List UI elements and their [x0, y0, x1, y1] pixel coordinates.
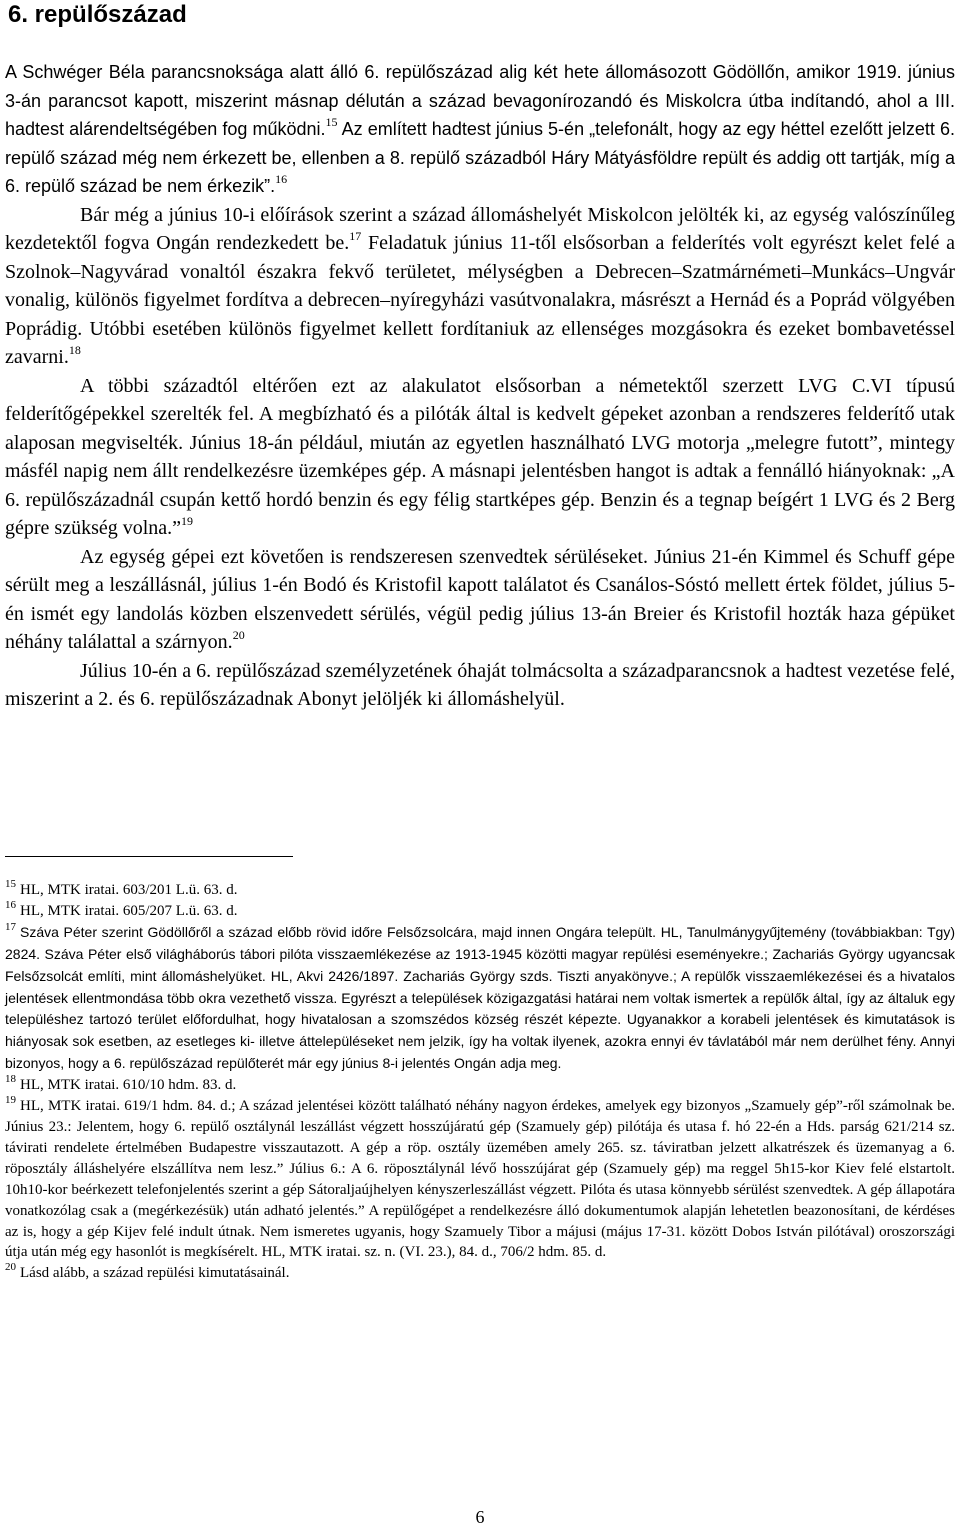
footnote-ref-15[interactable]: 15	[325, 115, 338, 129]
footnote-19	[5, 1096, 955, 1263]
paragraph-1	[5, 58, 955, 201]
footnote-text: HL, MTK iratai. 610/10 hdm. 83. d.	[20, 1077, 237, 1094]
footnote-ref-20[interactable]: 20	[232, 628, 245, 642]
footnote-ref-18[interactable]: 18	[68, 343, 81, 357]
body-text	[5, 58, 955, 714]
footnote-text: HL, MTK iratai. 605/207 L.ü. 63. d.	[20, 902, 238, 919]
footnote-ref-16[interactable]: 16	[275, 172, 288, 186]
footnote-text: HL, MTK iratai. 619/1 hdm. 84. d.; A század jelentései között található néhány nagyon érdekes, amelyek egy bizonyos „Szamuely gép”-ről számolnak be. Június 23.: Jelentem, hogy 6. repülő osztálynál leszállást végzett hosszújáratú gép (Szamuely gép) pilótája és utasa f. hó 22-én a Hds. parság 621/214 sz. távirati rendelete értelmében Budapestre visszautazott. A gép a röp. osztály üzemében amely 265. sz. táviratban jelzett alkatrészek és üzemanyag a 6. röposztály álláshelyére elszállítva nem lesz.” Július 6.: A 6. röposztálynál lévő hosszújárat gép (Szamuely gép) ma reggel 5h15-kor Kiev felé elstartolt. 10h10-kor beérkezett telefonjelentés szerint a gép Sátoraljaújhelyen kényszerleszállást végzett. Pilóta és utasa könnyebb sérülést szenvedtek. A gép állapotára vonatkozólag csak a (megérkezésük) után adható jelentés.” A repülőgépet a rendelkezésre álló dokumentumok alapján lehetetlen beazonosítani, de kérdéses az is, hogy a gép Kijev felé indult útnak. Nem ismeretes ugyanis, hogy Szamuely Tibor a májusi (május 17-31. között Dobos István pilótával) oroszországi útja után még egy hasonlót is megkísérelt. HL, MTK iratai. sz. n. (VI. 23.), 84. d., 706/2 hdm. 85. d.	[5, 1098, 955, 1261]
footnote-number: 17	[5, 920, 16, 933]
footnote-number: 19	[5, 1094, 16, 1107]
footnote-ref-19[interactable]: 19	[181, 514, 194, 528]
paragraph-1-text-a: A Schwéger Béla parancsnoksága alatt álló 6. repülőszázad alig két hete állomásozott Gödöllőn, amikor 1919. június 3-án parancsot kapott, miszerint másnap délután a század bevagonírozandó és Miskolcra útba indítandó, ahol a III. hadtest alárendeltségében fog működni.	[5, 62, 955, 139]
page-number: 6	[475, 1507, 485, 1527]
footnote-number: 15	[5, 878, 16, 890]
footnote-20	[5, 1263, 955, 1284]
paragraph-2-text-b: Feladatuk június 11-től elsősorban a felderítés volt egyrészt kelet felé a Szolnok–Nagyvárad vonaltól északra fekvő területet, mélységben a Debrecen–Szatmárnémeti–Munkács–Ungvár vonalig, különös figyelmet fordítva a debrecen–nyíregyházi vasútvonalakra, másrészt a Hernád és a Poprád völgyében Poprádig. Utóbbi esetében különös figyelmet kellett fordítaniuk az ellenséges mozgásokra és ezeket bombavetéssel zavarni.	[5, 232, 955, 368]
footnote-ref-17[interactable]: 17	[349, 229, 362, 243]
paragraph-3-text-a: A többi századtól eltérően ezt az alakulatot elsősorban a németektől szerzett LVG C.VI típusú felderítőgépekkel szerelték fel. A megbízható és a pilóták által is kedvelt gépeket azonban a rendszeres felderítő utak alaposan megviselték. Június 18-án például, miután az egyetlen használható LVG motorja „melegre futott”, mintegy másfél napig nem állt rendelkezésre üzemképes gép. A másnapi jelentésben hangot is adtak a fennálló hiányoknak: „A 6. repülőszázadnál csupán kettő hordó benzin és egy félig startképes gép. Benzin és a tegnap beígért 1 LVG és 2 Berg gépre szükség volna.”	[5, 374, 955, 539]
footnote-17	[5, 922, 955, 1075]
paragraph-5-text-a: Július 10-én a 6. repülőszázad személyzetének óhaját tolmácsolta a századparancsnok a hadtest vezetése felé, miszerint a 2. és 6. repülőszázadnak Abonyt jelöljék ki állomáshelyül.	[5, 659, 955, 710]
page-heading: 6. repülőszázad	[8, 1, 187, 28]
paragraph-3	[5, 372, 955, 543]
paragraph-4	[5, 543, 955, 657]
footnote-16	[5, 898, 955, 922]
footnotes	[5, 880, 955, 1284]
footnote-text: HL, MTK iratai. 603/201 L.ü. 63. d.	[20, 882, 238, 898]
footnote-15	[5, 880, 955, 901]
paragraph-1-text-b: Az említett hadtest június 5-én „telefonált, hogy az egy héttel ezelőtt jelzett 6. repülő század még nem érkezett be, ellenben a 8. repülő századból Háry Mátyásföldre repült és addig ott tartják, míg a 6. repülő század be nem érkezik”.	[5, 119, 956, 196]
footnote-text: Száva Péter szerint Gödöllőről a század előbb rövid időre Felsőzsolcára, majd innen Ongára települt. HL, Tanulmánygyűjtemény (továbbiakban: Tgy) 2824. Száva Péter első világháborús tábori pilóta visszaemlékezése az 1913-1945 közötti magyar repülési eseményekre.; Zachariás György ugyancsak Felsőzsolcát említi, mint állomáshelyüket. HL, Akvi 2426/1897. Zachariás György szds. Tiszti anyakönyve.; A repülők visszaemlékezései és a hivatalos jelentések ellentmondása több okra vezethető vissza. Egyrészt a települések közigazgatási határai nem voltak ismertek a repülők által, így az általuk egy településhez tartozó terület előfordulhat, hogy hivatalosan a szomszédos község részét képezte. Ugyanakkor a korabeli jelentések és kimutatások is hiányosak sok esetben, az esetleges ki- illetve áttelepüléseket nem jelzik, így ha voltak ilyenek, azokra ennyi év távlatából már nem derülhet fény. Annyi bizonyos, hogy a 6. repülőszázad repülőterét már egy június 8-i jelentés Ongán adja meg.	[5, 923, 955, 1072]
footnote-number: 20	[5, 1261, 16, 1274]
paragraph-2-text-a: Bár még a június 10-i előírások szerint a század állomáshelyét Miskolcon jelölték ki, az egység valószínűleg kezdetektől fogva Ongán rendezkedett be.	[5, 203, 955, 254]
footnote-number: 18	[5, 1073, 16, 1086]
paragraph-5	[5, 657, 955, 714]
paragraph-4-text-a: Az egység gépei ezt követően is rendszeresen szenvedtek sérüléseket. Június 21-én Kimmel és Schuff gépe sérült meg a leszállásnál, július 1-én Bodó és Kristofil kapott találatot és Csanálos-Sóstó mellett értek földet, július 5-én ismét egy landolás közben elszenvedett sérülés, végül pedig július 13-án Breier és Kristofil hozták haza gépüket néhány találattal a szárnyon.	[5, 545, 955, 653]
footnote-number: 16	[5, 898, 16, 911]
footnote-text: Lásd alább, a század repülési kimutatásainál.	[20, 1265, 290, 1282]
paragraph-2	[5, 201, 955, 372]
footnote-separator	[5, 856, 293, 857]
footnote-18	[5, 1075, 955, 1096]
